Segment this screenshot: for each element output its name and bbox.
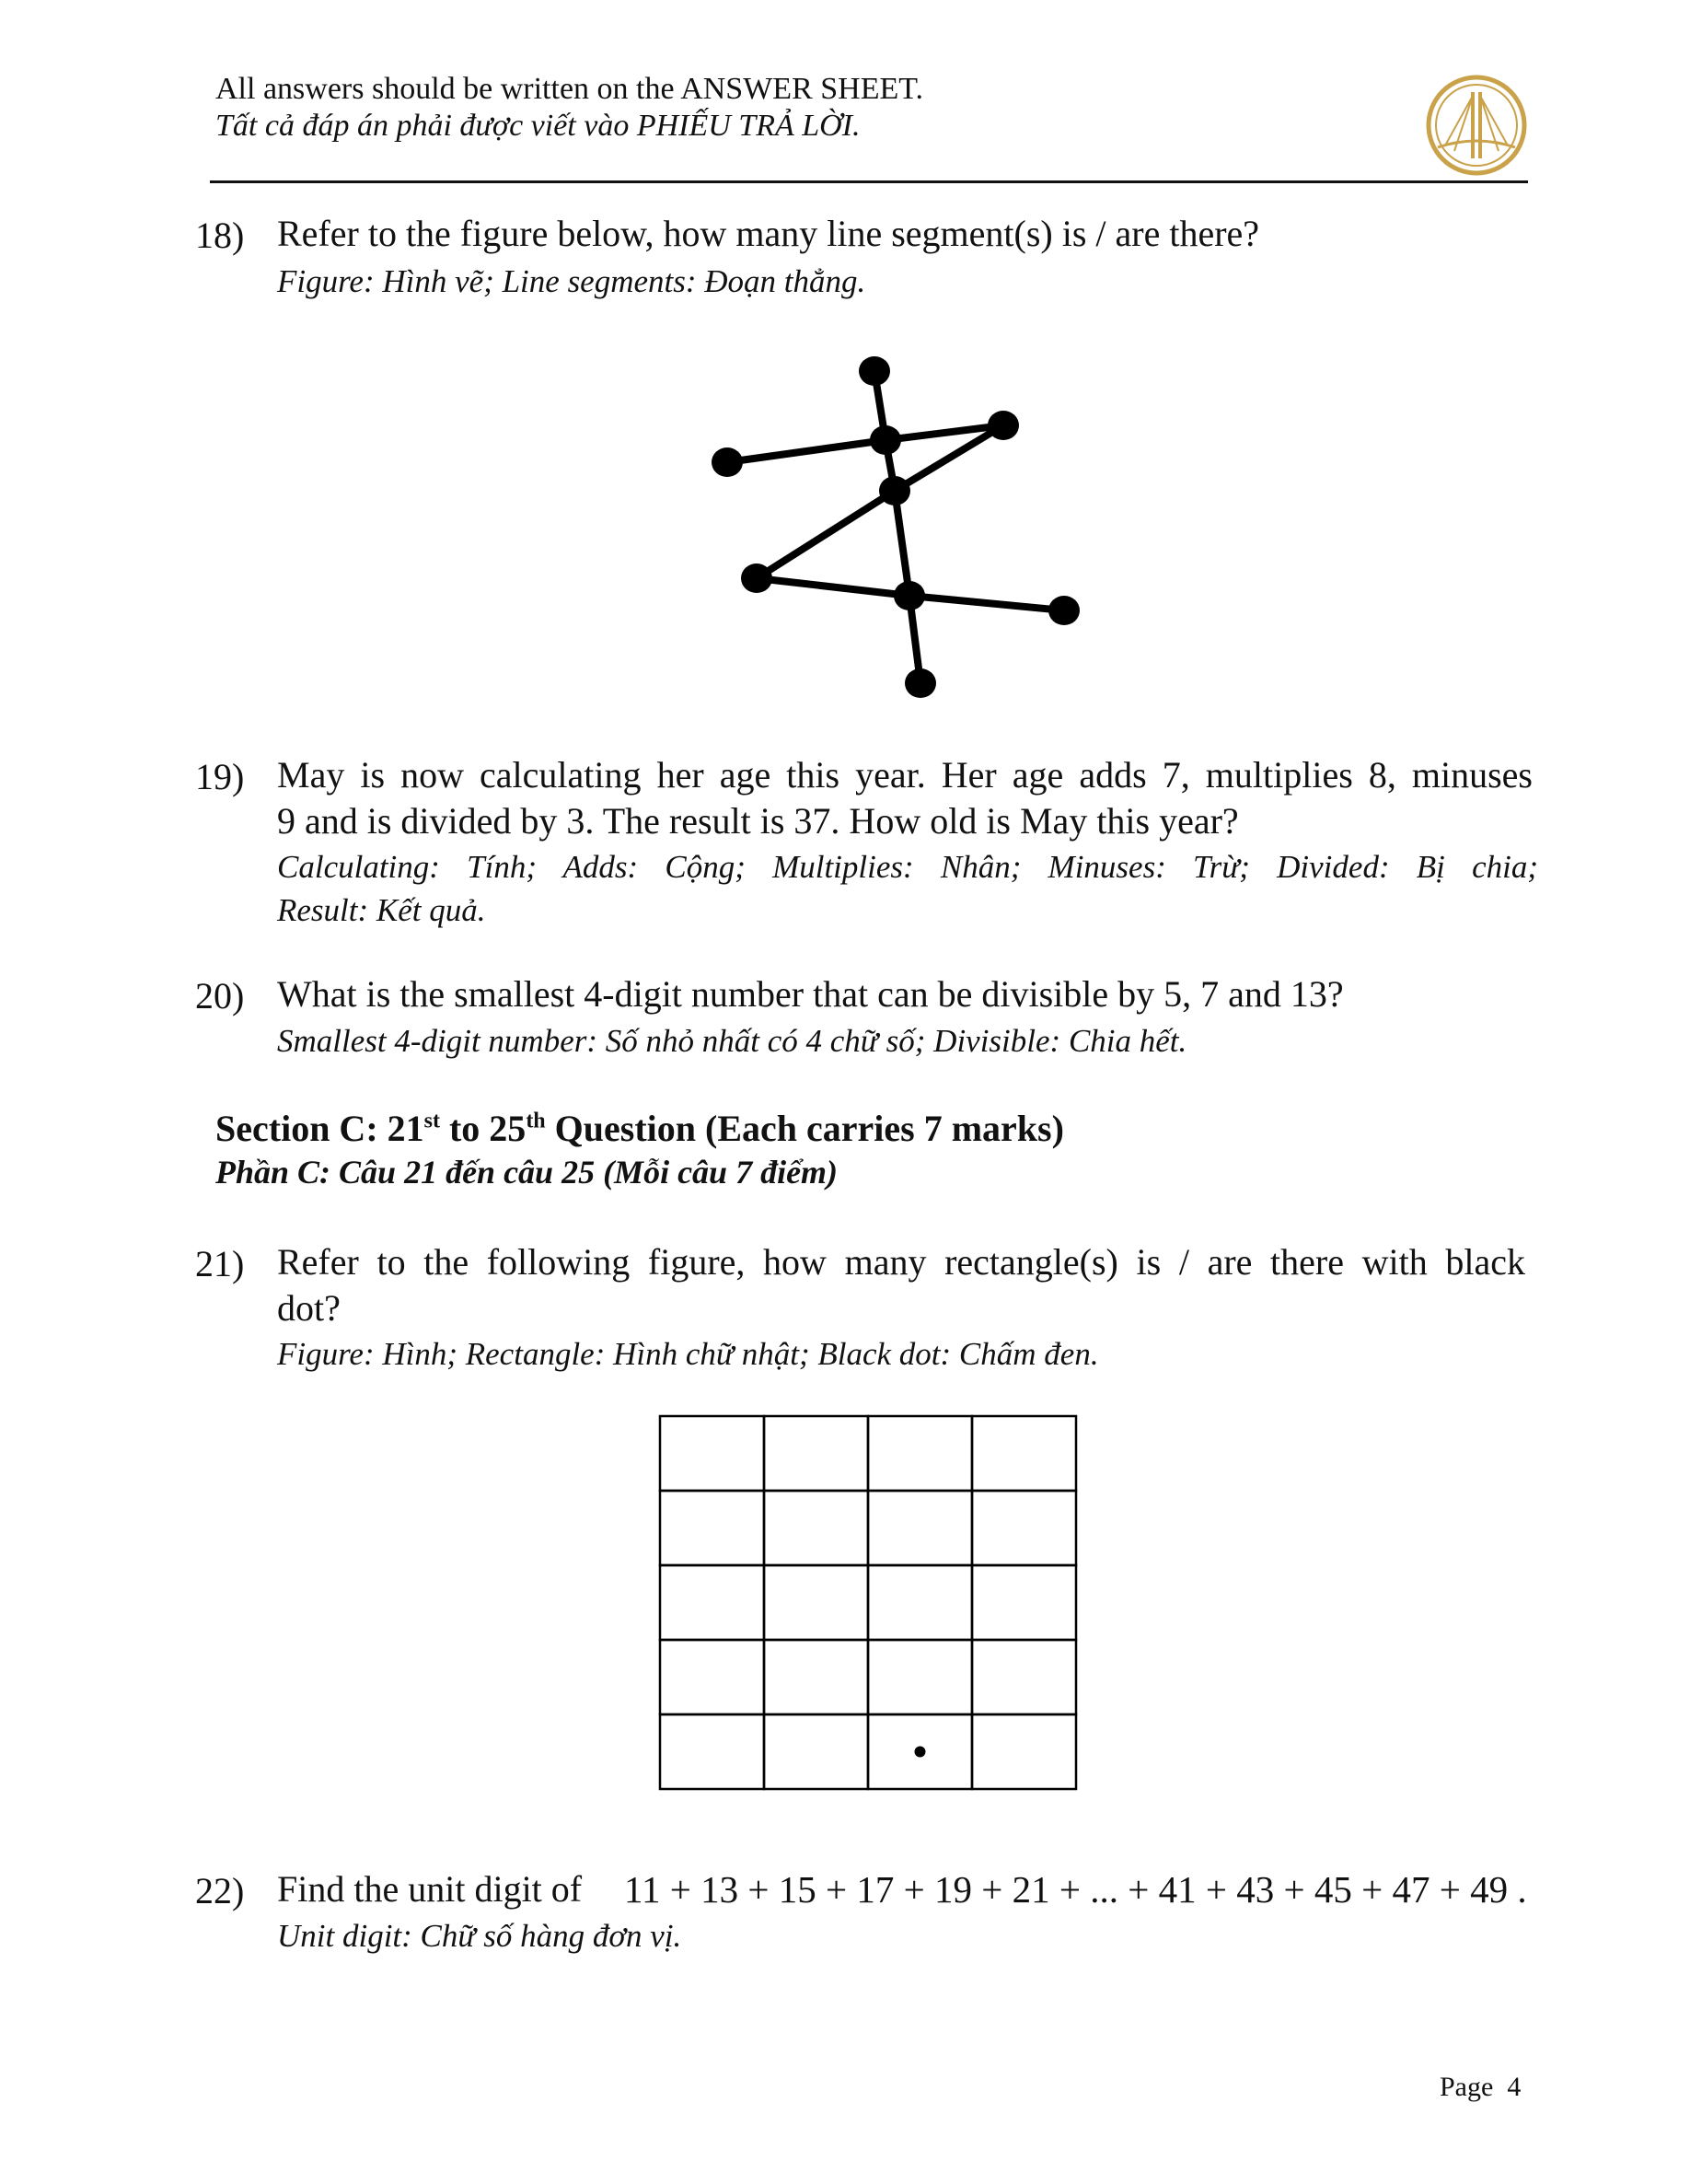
question-22-gloss: Unit digit: Chữ số hàng đơn vị. [277,1918,682,1954]
grid-cell [660,1640,764,1714]
grid-cell [660,1714,764,1789]
question-22-number: 22) [195,1870,245,1911]
question-19-gloss-line2: Result: Kết quả. [277,892,486,928]
question-22-expression: 11 + 13 + 15 + 17 + 19 + 21 + ... + 41 + 43 + 45 + 47 + 49 . [624,1868,1527,1911]
question-19-text-line2: 9 and is divided by 3. The result is 37. How old is May this year? [277,800,1239,842]
grid-cell [868,1416,972,1491]
question-21-text-line2: dot? [277,1287,341,1329]
question-19-text-line1: May is now calculating her age this year. Her age adds 7, multiplies 8, minuses [277,754,1533,796]
grid-cell [868,1640,972,1714]
grid-cell [972,1640,1076,1714]
grid-cell [660,1491,764,1565]
header-instruction-vi: Tất cả đáp án phải được viết vào PHIẾU TRẢ LỜI. [215,109,861,143]
grid-cell [868,1565,972,1640]
grid-cell [660,1416,764,1491]
section-c-title: Section C: 21st to 25th Question (Each carries 7 marks) [215,1108,1064,1149]
question-21-number: 21) [195,1243,245,1284]
question-21-gloss: Figure: Hình; Rectangle: Hình chữ nhật; Black dot: Chấm đen. [277,1336,1099,1372]
grid-cell [660,1565,764,1640]
grid-cell [972,1565,1076,1640]
question-18-number: 18) [195,215,245,256]
question-20-gloss: Smallest 4-digit number: Số nhỏ nhất có 4 chữ số; Divisible: Chia hết. [277,1023,1187,1059]
grid-cell [868,1491,972,1565]
header-instruction-en: All answers should be written on the ANSWER SHEET. [215,72,924,106]
grid-cell [764,1491,868,1565]
question-18-gloss: Figure: Hình vẽ; Line segments: Đoạn thẳng. [277,263,866,299]
grid-cell [764,1714,868,1789]
section-c-subtitle: Phần C: Câu 21 đến câu 25 (Mỗi câu 7 điểm) [215,1154,839,1191]
question-20-text: What is the smallest 4-digit number that can be divisible by 5, 7 and 13? [277,973,1344,1015]
question-21-text-line1: Refer to the following figure, how many rectangle(s) is / are there with black [277,1241,1525,1283]
question-19-gloss-line1: Calculating: Tính; Adds: Cộng; Multiplies: Nhân; Minuses: Trừ; Divided: Bị chia; [277,849,1538,885]
grid-cell [972,1491,1076,1565]
question-18-text: Refer to the figure below, how many line segment(s) is / are there? [277,213,1260,254]
page-number: Page 4 [1440,2072,1522,2102]
question-22-text: Find the unit digit of [277,1868,583,1910]
question-19-number: 19) [195,756,245,797]
grid-cell [972,1714,1076,1789]
black-dot [915,1747,926,1758]
grid-cell [764,1565,868,1640]
grid-cell [764,1416,868,1491]
question-20-number: 20) [195,975,245,1016]
grid-cell [764,1640,868,1714]
grid-cell [972,1416,1076,1491]
